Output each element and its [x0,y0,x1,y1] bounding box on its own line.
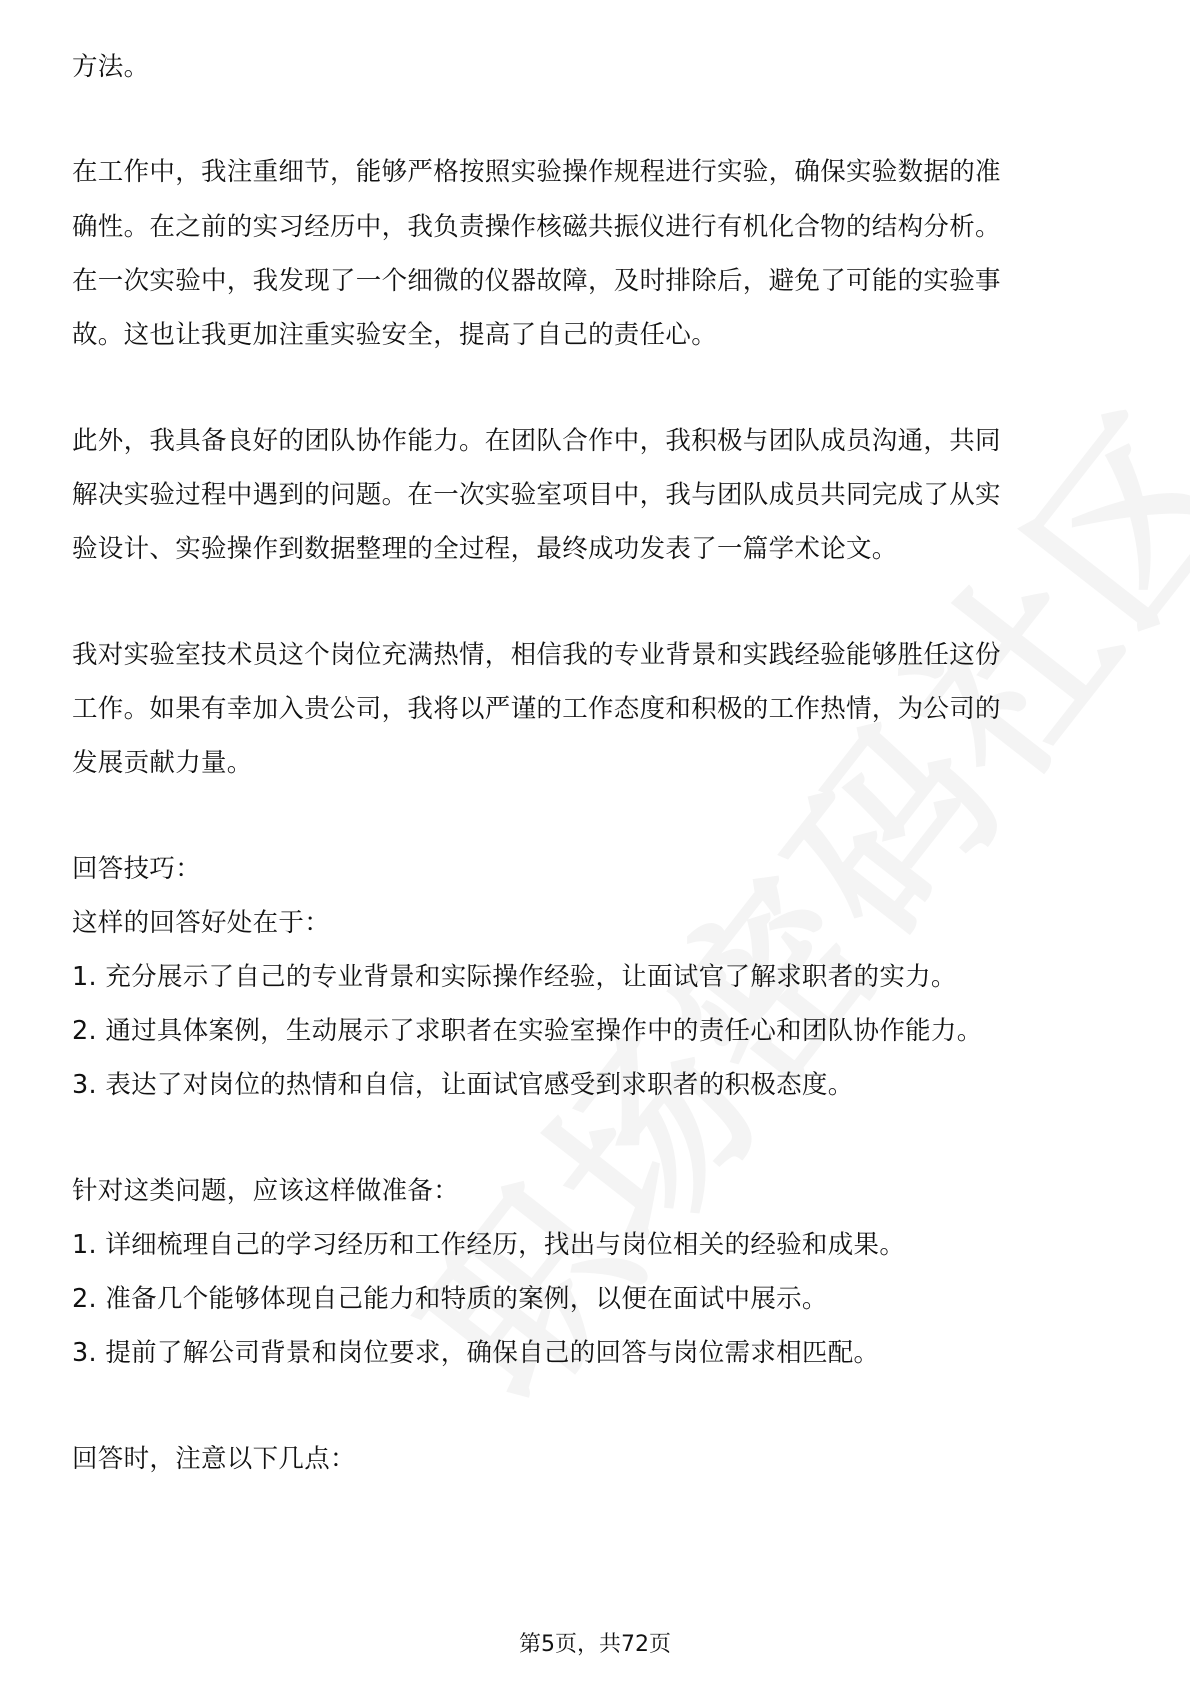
list-item: 1. 充分展示了自己的专业背景和实际操作经验，让面试官了解求职者的实力。 [72,962,957,992]
text-line: 工作。如果有幸加入贵公司，我将以严谨的工作态度和积极的工作热情，为公司的 [72,694,1001,724]
list-item: 2. 准备几个能够体现自己能力和特质的案例，以便在面试中展示。 [72,1284,828,1314]
list-item: 3. 提前了解公司背景和岗位要求，确保自己的回答与岗位需求相匹配。 [72,1338,880,1368]
section-heading: 回答技巧： [72,854,202,884]
text-line: 确性。在之前的实习经历中，我负责操作核磁共振仪进行有机化合物的结构分析。 [72,212,1001,242]
text-line: 解决实验过程中遇到的问题。在一次实验室项目中，我与团队成员共同完成了从实 [72,480,1001,510]
text-line: 验设计、实验操作到数据整理的全过程，最终成功发表了一篇学术论文。 [72,534,898,564]
section-heading: 回答时，注意以下几点： [72,1444,356,1474]
text-line: 这样的回答好处在于： [72,908,331,938]
list-item: 1. 详细梳理自己的学习经历和工作经历，找出与岗位相关的经验和成果。 [72,1230,906,1260]
page-number: 第5页，共72页 [519,1632,671,1657]
text-line: 故。这也让我更加注重实验安全，提高了自己的责任心。 [72,320,718,350]
list-item: 3. 表达了对岗位的热情和自信，让面试官感受到求职者的积极态度。 [72,1070,854,1100]
text-line: 在工作中，我注重细节，能够严格按照实验操作规程进行实验，确保实验数据的准 [72,157,1001,187]
text-line: 此外，我具备良好的团队协作能力。在团队合作中，我积极与团队成员沟通，共同 [72,426,1001,456]
list-item: 2. 通过具体案例，生动展示了求职者在实验室操作中的责任心和团队协作能力。 [72,1016,983,1046]
text-line: 在一次实验中，我发现了一个细微的仪器故障，及时排除后，避免了可能的实验事 [72,266,1001,296]
section-heading: 针对这类问题，应该这样做准备： [72,1176,460,1206]
text-line: 我对实验室技术员这个岗位充满热情，相信我的专业背景和实践经验能够胜任这份 [72,640,1001,670]
text-line: 方法。 [72,52,150,82]
text-line: 发展贡献力量。 [72,748,253,778]
